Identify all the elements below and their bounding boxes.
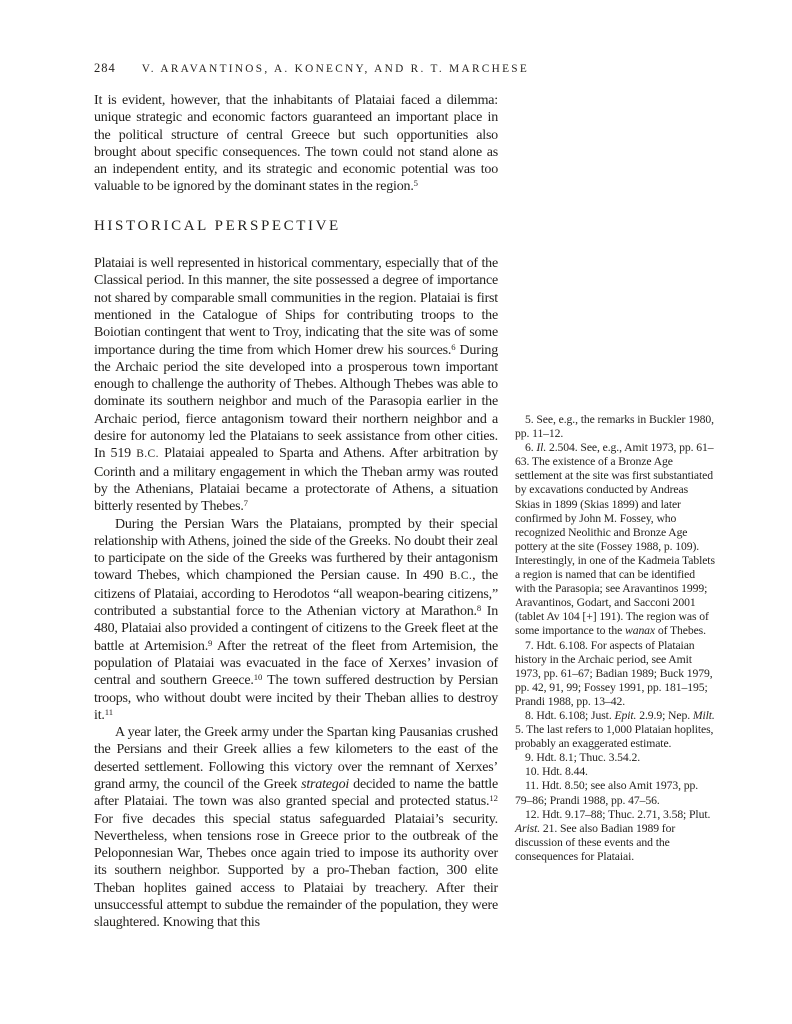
- paragraph-historical-3: A year later, the Greek army under the Spartan king Pausanias crushed the Persians and their Greek allies a few kilometers to the east of the deserted settlement. Following this victory over the remnant of Xerxes’ grand army, the council of the Greek strategoi decided to name the battle after Plataiai. The town was also granted special and protected status.$^{12}$ For five decades this special status safeguarded Plataiai’s security. Nevertheless, when tensions rose in Greece prior to the outbreak of the Peloponnesian War, Thebes once again tried to impose its authority over its southern neighbor. Supported by a pro-Theban faction, 300 elite Theban hoplites gained access to Plataiai by treachery. After their unsuccessful attempt to subdue the remainder of the population, they were slaughtered. Knowing that this: [94, 725, 499, 931]
- footnote-12: 12. Hdt. 9.17–88; Thuc. 2.71, 3.58; Plut. Arist. 21. See also Badian 1989 for discussion of these events and the consequences for Plataiai.: [515, 807, 711, 863]
- footnote-9: 9. Hdt. 8.1; Thuc. 3.54.2.: [525, 751, 641, 765]
- paragraph-intro: It is evident, however, that the inhabitants of Plataiai faced a dilemma: unique strategic and economic factors guaranteed an important place in the political structure of central Greece but such opportunities also brought about specific consequences. The town could not stand alone as an independent entity, and its strategic and economic potential was too valuable to be ignored by the dominant states in the region.$^5$: [94, 93, 498, 195]
- paragraph-historical-2: During the Persian Wars the Plataians, prompted by their special relationship with Athens, joined the side of the Greeks. No doubt their zeal to participate on the side of the Greeks was furthered by their antagonism toward Thebes, which championed the Persian cause. In 490 B.C., the citizens of Plataiai, according to Herodotos “all weapon-bearing citizens,” contributed a substantial force to the Athenian victory at Marathon.$^8$ In 480, Plataiai also provided a contingent of citizens to the Greek fleet at the battle at Artemision.$^9$ After the retreat of the fleet from Artemision, the population of Plataiai was evacuated in the face of Xerxes’ invasion of central and southern Greece.$^{10}$ The town suffered destruction by Persian troops, who without doubt were incited by their Theban allies to destroy it.$^{11}$: [94, 516, 499, 723]
- footnote-11: 11. Hdt. 8.50; see also Amit 1973, pp. 79–86; Prandi 1988, pp. 47–56.: [515, 779, 699, 807]
- footnote-8: 8. Hdt. 6.108; Just. Epit. 2.9.9; Nep. Milt. 5. The last refers to 1,000 Plataian hoplites, probably an exaggerated estimate.: [515, 708, 715, 751]
- footnote-5: 5. See, e.g., the remarks in Buckler 1980, pp. 11–12.: [515, 413, 714, 441]
- main-text-column: [94, 92, 498, 932]
- section-heading: HISTORICAL PERSPECTIVE: [94, 217, 341, 234]
- running-head-authors: V. ARAVANTINOS, A. KONECNY, AND R. T. MARCHESE: [141, 63, 530, 75]
- footnotes-column: [515, 413, 715, 864]
- footnote-10: 10. Hdt. 8.44.: [525, 765, 588, 779]
- running-header: [94, 61, 529, 76]
- page-number: 284: [94, 61, 116, 75]
- footnote-7: 7. Hdt. 6.108. For aspects of Plataian history in the Archaic period, see Amit 1973, pp. 61–67; Badian 1989; Buck 1979, pp. 42, 91, 99; Fossey 1991, pp. 181–195; Prandi 1988, pp. 13–42.: [515, 638, 713, 708]
- footnote-6: 6. Il. 2.504. See, e.g., Amit 1973, pp. 61–63. The existence of a Bronze Age settlement at the site was first substantiated by excavations conducted by Andreas Skias in 1899 (Skias 1899) and later confirmed by John M. Fossey, who recognized Neolithic and Bronze Age pottery at the site (Fossey 1988, p. 109). Interestingly, in one of the Kadmeia Tablets a region is named that can be identified with the Parasopia; see Aravantinos 1999; Aravantinos, Godart, and Sacconi 2001 (tablet Av 104 [+] 191). The region was of some importance to the wanax of Thebes.: [515, 441, 715, 638]
- paragraph-historical-1: Plataiai is well represented in historical commentary, especially that of the Classical period. In this manner, the site possessed a degree of importance not shared by comparable small communities in the region. Plataiai is first mentioned in the Catalogue of Ships for contributing troops to the Boiotian contingent that went to Troy, indicating that the site was of some importance during the time from which Homer drew his sources.$^6$ During the Archaic period the site developed into a prosperous town important enough to challenge the authority of Thebes. Although Thebes was able to dominate its southern neighbor and much of the Parasopia earlier in the Archaic period, fierce antagonism toward their northern neighbor and a desire for autonomy led the Plataians to seek assistance from other cities. In 519 B.C. Plataiai appealed to Sparta and Athens. After arbitration by Corinth and a military engagement in which the Theban army was routed by the Athenians, Plataiai became a protectorate of Athens, a situation bitterly resented by Thebes.$^7$: [94, 256, 498, 515]
